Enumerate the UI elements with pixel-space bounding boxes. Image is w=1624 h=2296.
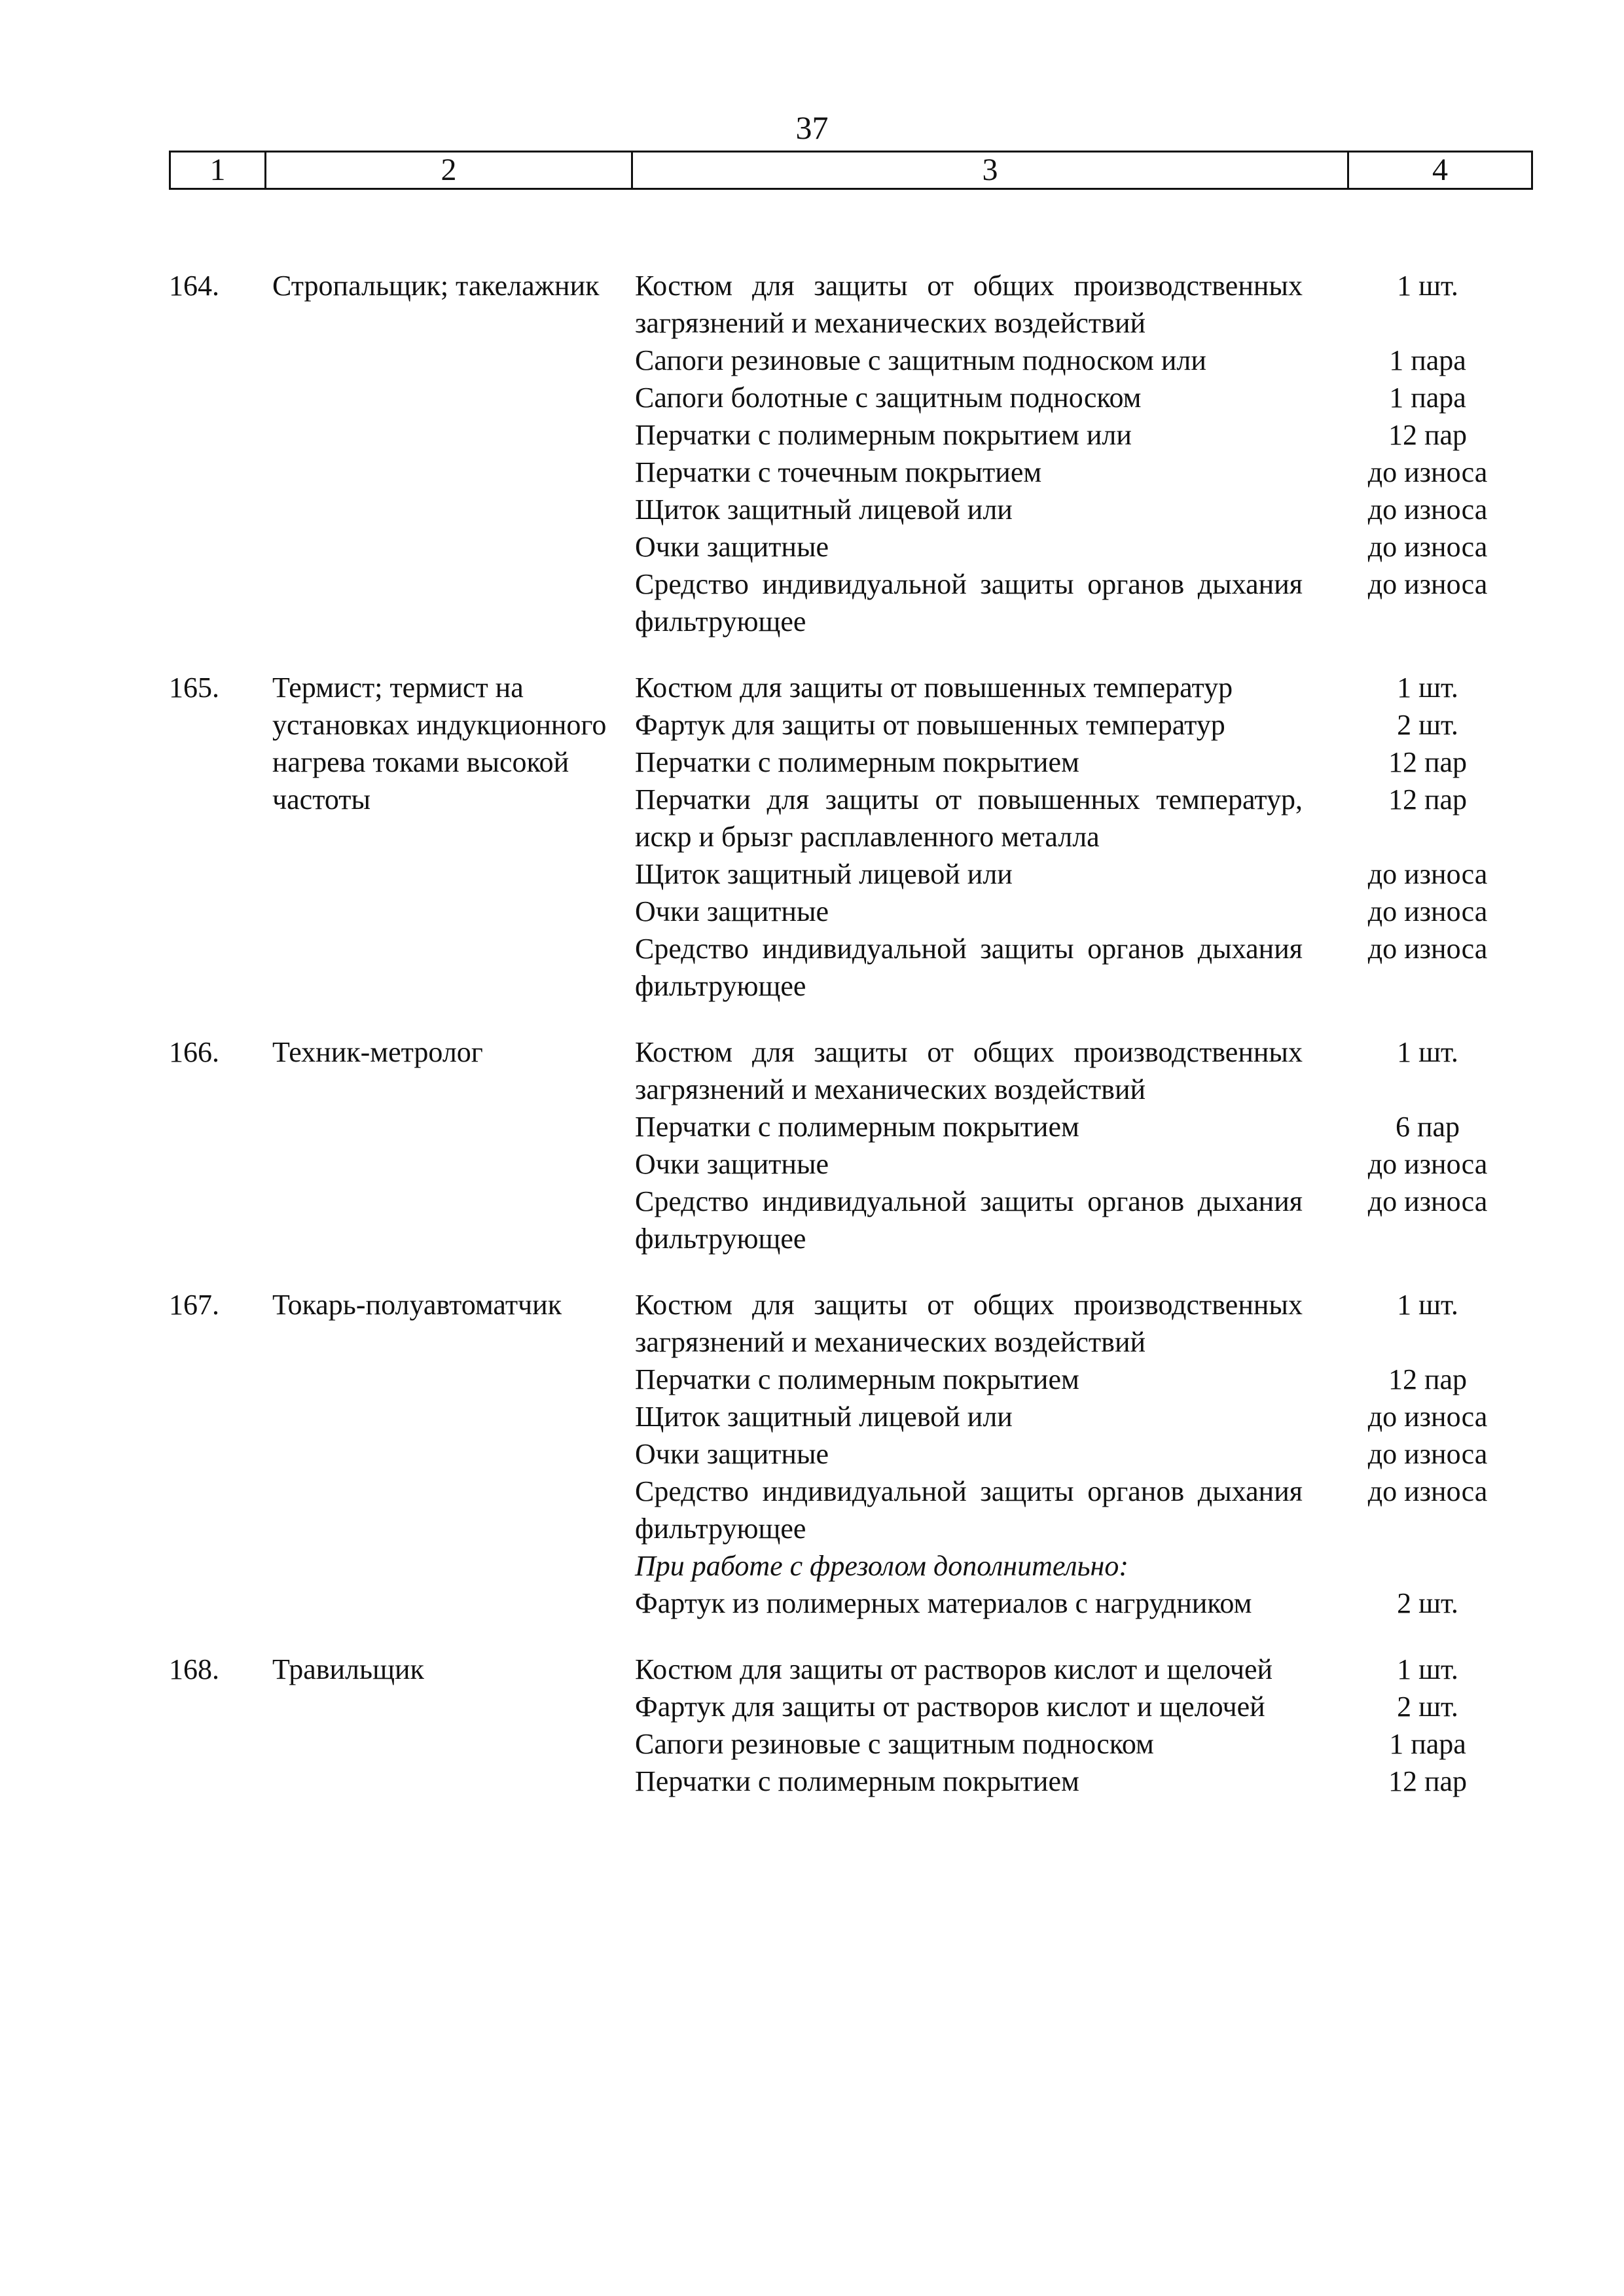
ppe-item <box>635 744 1533 781</box>
column-header-row <box>169 151 1533 190</box>
ppe-item <box>635 1473 1533 1547</box>
column-header-1: 1 <box>171 152 266 188</box>
ppe-item-name: Очки защитные <box>635 1438 829 1470</box>
ppe-item <box>635 893 1533 930</box>
ppe-item-quantity: 12 пар <box>1388 419 1468 451</box>
ppe-items <box>635 669 1533 1005</box>
ppe-item <box>635 1108 1533 1145</box>
ppe-item-quantity: 1 шт. <box>1397 1289 1458 1321</box>
ppe-item <box>635 1688 1533 1725</box>
ppe-item <box>635 781 1533 855</box>
ppe-item-quantity: 12 пар <box>1388 1363 1468 1395</box>
ppe-item-name: Перчатки с полимерным покрытием <box>635 1765 1079 1797</box>
ppe-items <box>635 1033 1533 1257</box>
ppe-item-name: Перчатки с полимерным покрытием <box>635 1363 1079 1395</box>
profession-name: Токарь-полуавтоматчик <box>272 1289 562 1321</box>
ppe-item-quantity: до износа <box>1367 493 1488 526</box>
ppe-item <box>635 1585 1533 1622</box>
ppe-item-name: Перчатки с полимерным покрытием <box>635 1111 1079 1143</box>
ppe-item <box>635 1183 1533 1257</box>
ppe-item-name: Фартук для защиты от повышенных температур <box>635 709 1225 741</box>
ppe-item-quantity: до износа <box>1367 1185 1488 1217</box>
ppe-item-name: Перчатки с полимерным покрытием или <box>635 419 1132 451</box>
ppe-item-quantity: 12 пар <box>1388 783 1468 816</box>
entries-list <box>169 267 1533 1829</box>
entry-number: 166. <box>169 1036 219 1068</box>
ppe-item-quantity: 2 шт. <box>1397 1587 1458 1619</box>
ppe-items <box>635 1651 1533 1800</box>
ppe-item <box>635 267 1533 342</box>
ppe-item-name: Сапоги болотные с защитным подноском <box>635 382 1142 414</box>
ppe-item-quantity: 1 шт. <box>1397 270 1458 302</box>
ppe-item <box>635 1361 1533 1398</box>
ppe-item-quantity: 12 пар <box>1388 1765 1468 1797</box>
profession-name: Травильщик <box>272 1653 424 1685</box>
ppe-item <box>635 1435 1533 1473</box>
ppe-item-quantity: до износа <box>1367 1401 1488 1433</box>
ppe-item <box>635 669 1533 706</box>
ppe-item <box>635 1398 1533 1435</box>
ppe-item <box>635 706 1533 744</box>
entry-number: 168. <box>169 1653 219 1685</box>
ppe-item-name: Фартук для защиты от растворов кислот и щелочей <box>635 1691 1265 1723</box>
ppe-item-name: Средство индивидуальной защиты органов дыхания фильтрующее <box>635 933 1303 1002</box>
ppe-item-quantity: до износа <box>1367 1438 1488 1470</box>
ppe-item-name: Средство индивидуальной защиты органов дыхания фильтрующее <box>635 1475 1303 1545</box>
ppe-item-name: Очки защитные <box>635 895 829 927</box>
ppe-item-quantity: до износа <box>1367 1148 1488 1180</box>
ppe-item <box>635 1286 1533 1361</box>
ppe-item-quantity: до износа <box>1367 568 1488 600</box>
ppe-item <box>635 454 1533 491</box>
ppe-item <box>635 379 1533 416</box>
entry-row <box>169 1286 1533 1622</box>
ppe-item-name: Перчатки с полимерным покрытием <box>635 746 1079 778</box>
ppe-item-quantity: до износа <box>1367 933 1488 965</box>
ppe-item-name: Средство индивидуальной защиты органов дыхания фильтрующее <box>635 1185 1303 1255</box>
ppe-item <box>635 1725 1533 1763</box>
ppe-item-quantity: 1 шт. <box>1397 1036 1458 1068</box>
entry-number: 165. <box>169 672 219 704</box>
column-header-3: 3 <box>633 152 1349 188</box>
column-header-4: 4 <box>1432 152 1448 187</box>
ppe-item <box>635 855 1533 893</box>
ppe-item <box>635 528 1533 565</box>
ppe-item-quantity: до износа <box>1367 1475 1488 1507</box>
ppe-item-name: Костюм для защиты от повышенных температур <box>635 672 1233 704</box>
ppe-item-name: Фартук из полимерных материалов с нагрудником <box>635 1587 1252 1619</box>
ppe-item-name: Сапоги резиновые с защитным подноском <box>635 1728 1154 1760</box>
ppe-item-quantity: 1 пара <box>1389 1728 1466 1760</box>
profession-name: Техник-метролог <box>272 1036 483 1068</box>
ppe-item-name: Костюм для защиты от растворов кислот и щелочей <box>635 1653 1273 1685</box>
ppe-item-name: Перчатки с точечным покрытием <box>635 456 1042 488</box>
ppe-items <box>635 1286 1533 1622</box>
ppe-item <box>635 491 1533 528</box>
ppe-item-quantity: 12 пар <box>1388 746 1468 778</box>
ppe-item-quantity: до износа <box>1367 895 1488 927</box>
ppe-item-quantity: 2 шт. <box>1397 709 1458 741</box>
entry-number: 167. <box>169 1289 219 1321</box>
ppe-item-name: Средство индивидуальной защиты органов дыхания фильтрующее <box>635 568 1303 637</box>
ppe-item-name: Костюм для защиты от общих производственных загрязнений и механических воздействий <box>635 1289 1303 1358</box>
ppe-items <box>635 267 1533 640</box>
profession-name: Стропальщик; такелажник <box>272 270 600 302</box>
ppe-item <box>635 1651 1533 1688</box>
ppe-item-name: Щиток защитный лицевой или <box>635 858 1013 890</box>
entry-row <box>169 1651 1533 1800</box>
ppe-item-name: Очки защитные <box>635 531 829 563</box>
ppe-item <box>635 1145 1533 1183</box>
ppe-item <box>635 416 1533 454</box>
ppe-item <box>635 1033 1533 1108</box>
ppe-item-quantity: 1 пара <box>1389 382 1466 414</box>
ppe-item-quantity: до износа <box>1367 858 1488 890</box>
ppe-item-quantity: 1 пара <box>1389 344 1466 376</box>
ppe-item-quantity: 6 пар <box>1395 1111 1460 1143</box>
ppe-item <box>635 565 1533 640</box>
ppe-item <box>635 930 1533 1005</box>
ppe-item <box>635 1763 1533 1800</box>
ppe-item-quantity: до износа <box>1367 456 1488 488</box>
ppe-item-name: Щиток защитный лицевой или <box>635 493 1013 526</box>
ppe-item-name: Сапоги резиновые с защитным подноском или <box>635 344 1206 376</box>
ppe-item-name: Щиток защитный лицевой или <box>635 1401 1013 1433</box>
ppe-item <box>635 342 1533 379</box>
entry-number: 164. <box>169 270 219 302</box>
entry-row <box>169 1033 1533 1257</box>
ppe-item-name: Костюм для защиты от общих производственных загрязнений и механических воздействий <box>635 270 1303 339</box>
ppe-item-quantity: до износа <box>1367 531 1488 563</box>
ppe-item-name: Очки защитные <box>635 1148 829 1180</box>
page-number: 37 <box>795 109 829 146</box>
ppe-item-name: Костюм для защиты от общих производственных загрязнений и механических воздействий <box>635 1036 1303 1105</box>
entry-row <box>169 267 1533 640</box>
ppe-item-quantity: 2 шт. <box>1397 1691 1458 1723</box>
profession-name: Термист; термист на установках индукционного нагрева токами высокой частоты <box>272 672 607 816</box>
ppe-item-quantity: 1 шт. <box>1397 672 1458 704</box>
additional-note: При работе с фрезолом дополнительно: <box>635 1550 1129 1582</box>
entry-row <box>169 669 1533 1005</box>
ppe-item-name: Перчатки для защиты от повышенных температур, искр и брызг расплавленного металла <box>635 783 1303 853</box>
column-header-2: 2 <box>266 152 633 188</box>
ppe-item-quantity: 1 шт. <box>1397 1653 1458 1685</box>
